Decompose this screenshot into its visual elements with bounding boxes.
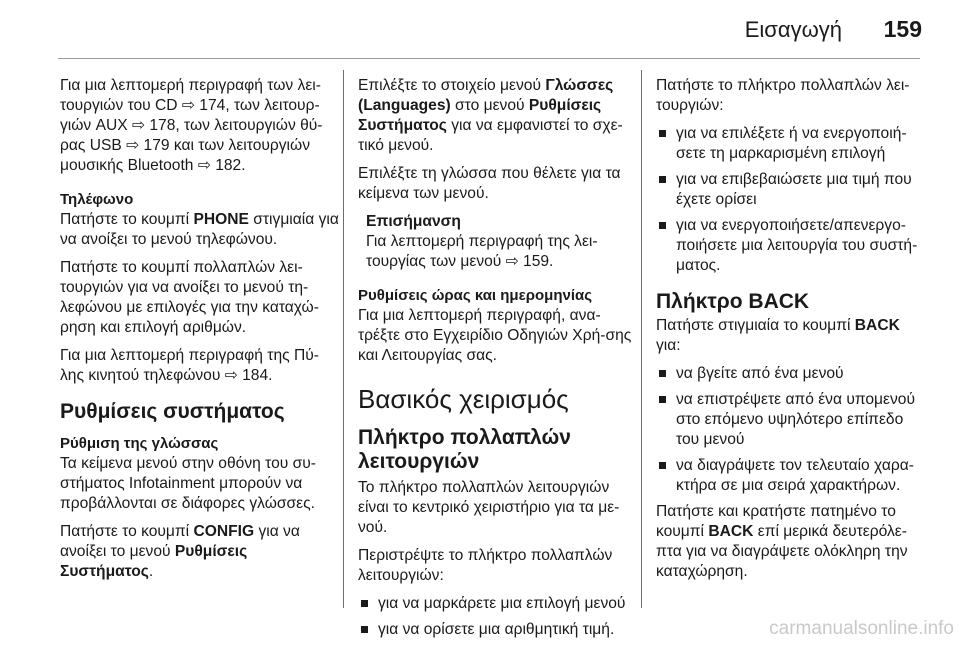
list-item: για να ενεργοποιήσετε/απενεργο-ποιήσετε μια λειτουργία του συστή-ματος. — [656, 216, 926, 276]
column-divider-2 — [641, 70, 642, 608]
languages-menu: Γλώσσες (Languages) — [358, 77, 614, 114]
config-key: CONFIG — [193, 523, 255, 540]
list-item: για να μαρκάρετε μια επιλογή μενού — [358, 594, 640, 614]
back-key-2: BACK — [708, 523, 754, 540]
note-title: Επισήμανση — [366, 213, 461, 230]
watermark: carmanualsonline.info — [769, 618, 954, 639]
phone-heading: Τηλέφωνο — [60, 191, 134, 208]
language-paragraph-2: Πατήστε το κουμπί CONFIG για να ανοίξει το μενού Ρυθμίσεις Συστήματος. — [60, 523, 300, 580]
column-1 — [60, 76, 342, 590]
back-key: BACK — [854, 317, 900, 334]
list-item: για να επιβεβαιώσετε μια τιμή που έχετε ορίσει — [656, 170, 926, 210]
rotate-list — [358, 594, 640, 640]
header-divider — [58, 58, 920, 59]
bullet-icon — [361, 626, 368, 633]
time-date-paragraph: Για μια λεπτομερή περιγραφή, ανα-τρέξτε στο Εγχειρίδιο Οδηγιών Χρή-σης και Λειτουργίας σας. — [358, 307, 632, 364]
back-paragraph-1: Πατήστε στιγμιαία το κουμπί BACK για: — [656, 317, 900, 354]
languages-paragraph: Επιλέξτε το στοιχείο μενού Γλώσσες (Languages) στο μενού Ρυθμίσεις Συστήματος για να εμφανιστεί το σχε-τικό μενού. — [358, 77, 623, 154]
page-header — [0, 0, 960, 58]
bullet-icon — [659, 176, 666, 183]
bullet-icon — [659, 370, 666, 377]
bullet-icon — [659, 130, 666, 137]
phone-paragraph-1: Πατήστε το κουμπί PHONE στιγμιαία για να ανοίξει το μενού τηλεφώνου. — [60, 211, 339, 248]
column-divider-1 — [343, 70, 344, 608]
system-settings-menu: Ρυθμίσεις Συστήματος — [60, 543, 248, 580]
language-heading: Ρύθμιση της γλώσσας — [60, 435, 219, 452]
press-list — [656, 124, 926, 276]
bullet-icon — [659, 396, 666, 403]
note-box — [366, 212, 640, 272]
list-item: να διαγράψετε τον τελευταίο χαρα-κτήρα σε μια σειρά χαρακτήρων. — [656, 456, 926, 496]
phone-paragraph-2: Πατήστε το κουμπί πολλαπλών λει-τουργιών για να ανοίξει το μενού τη-λεφώνου με επιλογές για την καταχώ-ρηση και επιλογή αριθμών. — [60, 259, 319, 336]
bullet-icon — [659, 462, 666, 469]
list-item: να βγείτε από ένα μενού — [656, 364, 926, 384]
page-number: 159 — [883, 16, 922, 42]
note-text: Για λεπτομερή περιγραφή της λει-τουργίας των μενού ⇨ 159. — [366, 233, 598, 270]
system-settings-menu-2: Ρυθμίσεις Συστήματος — [358, 97, 602, 134]
column-2 — [358, 76, 640, 646]
multifunction-paragraph-1: Το πλήκτρο πολλαπλών λειτουργιών είναι το κεντρικό χειριστήριο για τα με-νού. — [358, 479, 620, 536]
phone-paragraph-3: Για μια λεπτομερή περιγραφή της Πύ-λης κινητού τηλεφώνου ⇨ 184. — [60, 347, 319, 384]
multifunction-knob-heading: Πλήκτρο πολλαπλών λειτουργιών — [358, 426, 571, 473]
column-3 — [656, 76, 926, 590]
intro-paragraph: Για μια λεπτομερή περιγραφή των λει-τουργιών του CD ⇨ 174, των λειτουρ-γιών AUX ⇨ 178, των λειτουργιών θύ-ρας USB ⇨ 179 και των λειτουργιών μουσικής Bluetooth ⇨ 182. — [60, 77, 323, 174]
back-paragraph-2: Πατήστε και κρατήστε πατημένο το κουμπί BACK επί μερικά δευτερόλε-πτα για να διαγράψετε ολόκληρη την καταχώρηση. — [656, 503, 908, 580]
system-settings-heading: Ρυθμίσεις συστήματος — [60, 400, 285, 423]
list-item: να επιστρέψετε από ένα υπομενού στο επόμενο υψηλότερο επίπεδο του μενού — [656, 390, 926, 450]
back-list — [656, 364, 926, 496]
language-paragraph-1: Τα κείμενα μενού στην οθόνη του συ-στήματος Infotainment μπορούν να προβάλλονται σε διάφορες γλώσσες. — [60, 455, 316, 512]
phone-key: PHONE — [193, 211, 249, 228]
multifunction-paragraph-2: Περιστρέψτε το πλήκτρο πολλαπλών λειτουργιών: — [358, 547, 613, 584]
basic-operation-heading: Βασικός χειρισμός — [358, 384, 569, 414]
list-item: για να επιλέξετε ή να ενεργοποιή-σετε τη μαρκαρισμένη επιλογή — [656, 124, 926, 164]
press-paragraph: Πατήστε το πλήκτρο πολλαπλών λει-τουργιών: — [656, 77, 910, 114]
back-key-heading: Πλήκτρο BACK — [656, 290, 810, 313]
bullet-icon — [361, 600, 368, 607]
list-item: για να ορίσετε μια αριθμητική τιμή. — [358, 620, 640, 640]
section-title: Εισαγωγή — [744, 17, 842, 42]
bullet-icon — [659, 222, 666, 229]
time-date-heading: Ρυθμίσεις ώρας και ημερομηνίας — [358, 287, 593, 304]
choose-language-paragraph: Επιλέξτε τη γλώσσα που θέλετε για τα κείμενα των μενού. — [358, 165, 621, 202]
